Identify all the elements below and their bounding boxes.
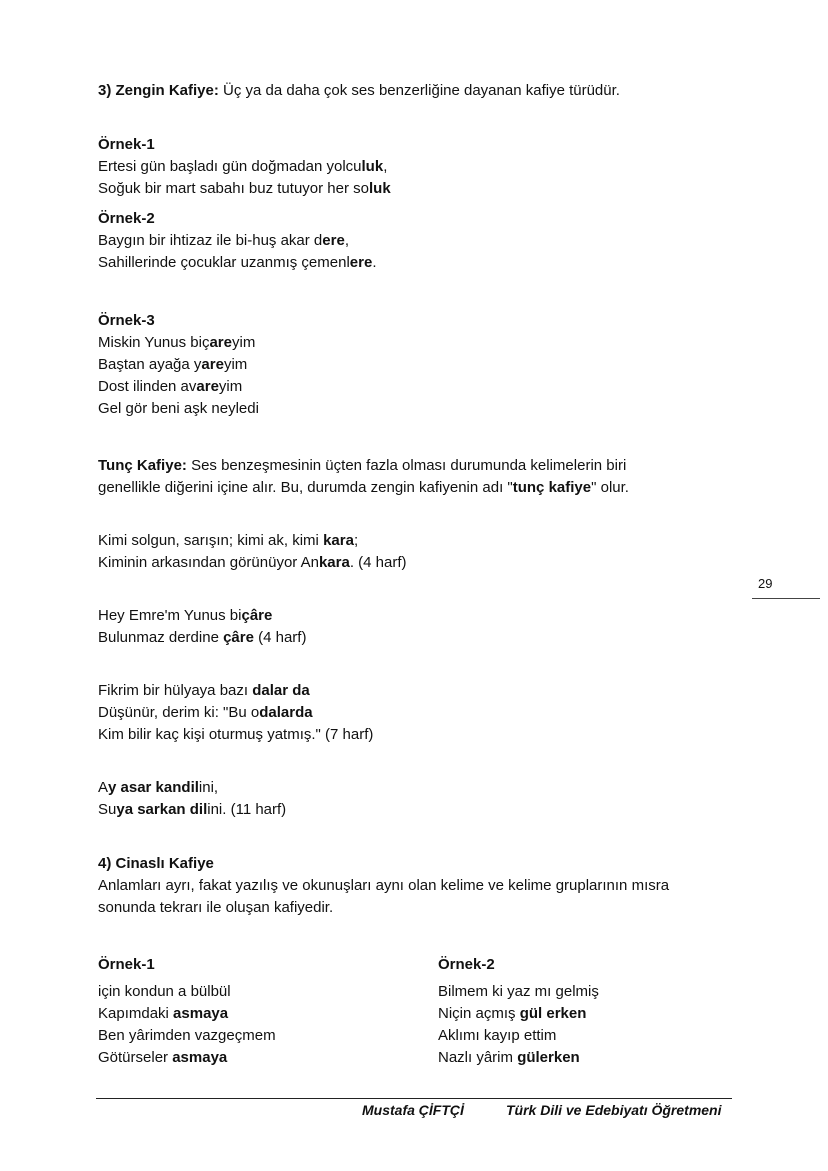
text-run: Nazlı yârim bbox=[438, 1049, 518, 1066]
text-run: genellikle diğerini içine alır. Bu, durumda zengin kafiyenin adı " bbox=[98, 479, 513, 496]
verse-line bbox=[98, 332, 738, 354]
text-run: Kim bilir kaç kişi oturmuş yatmış." (7 harf) bbox=[98, 726, 374, 743]
example-title: Örnek-3 bbox=[98, 312, 155, 329]
verse-line bbox=[98, 376, 738, 398]
bold-text-run: dalar da bbox=[252, 682, 310, 699]
text-run: (4 harf) bbox=[253, 629, 307, 646]
verse-line bbox=[98, 605, 738, 627]
verse-line bbox=[98, 702, 738, 724]
bold-text-run: luk bbox=[368, 180, 391, 197]
verse-line bbox=[98, 777, 738, 799]
verse-line bbox=[98, 680, 738, 702]
verse-line bbox=[98, 178, 738, 200]
text-run: Kimi solgun, sarışın; kimi ak, kimi bbox=[98, 532, 324, 549]
verse-line bbox=[98, 530, 738, 552]
text-run: Anlamları ayrı, fakat yazılış ve okunuşları aynı olan kelime ve kelime gruplarının mısra bbox=[98, 877, 670, 894]
text-run: Fikrim bir hülyaya bazı bbox=[98, 682, 253, 699]
bold-text-run: dalarda bbox=[259, 704, 313, 721]
section-3-intro bbox=[98, 80, 738, 102]
example-2 bbox=[98, 208, 738, 274]
text-run: Aklımı kayıp ettim bbox=[438, 1027, 557, 1044]
cinas-example-2 bbox=[438, 954, 738, 1069]
verse-line bbox=[98, 552, 738, 574]
tunc-kafiye-definition bbox=[98, 455, 738, 499]
text-run: Ben yârimden vazgeçmem bbox=[98, 1027, 276, 1044]
example-kandil bbox=[98, 777, 738, 821]
bold-text-run: 3) Zengin Kafiye: bbox=[98, 82, 219, 99]
bold-text-run: kara bbox=[323, 532, 354, 549]
bold-text-run: are bbox=[196, 378, 219, 395]
bold-text-run: Tunç Kafiye: bbox=[98, 457, 187, 474]
example-title: Örnek-2 bbox=[98, 210, 155, 227]
text-run: Düşünür, derim ki: "Bu o bbox=[98, 704, 260, 721]
example-care bbox=[98, 605, 738, 649]
bold-text-run: asmaya bbox=[173, 1005, 229, 1022]
page-number-rule bbox=[752, 598, 820, 599]
text-run: Sahillerinde çocuklar uzanmış çemenl bbox=[98, 254, 350, 271]
text-run: Hey Emre'm Yunus bi bbox=[98, 607, 242, 624]
bold-text-run: are bbox=[209, 334, 232, 351]
verse-line bbox=[438, 1003, 738, 1025]
paragraph-line bbox=[98, 477, 738, 499]
verse-line bbox=[438, 1047, 738, 1069]
section-title: 4) Cinaslı Kafiye bbox=[98, 855, 214, 872]
bold-text-run: tunç kafiye bbox=[512, 479, 592, 496]
example-title: Örnek-2 bbox=[438, 956, 495, 973]
text-run: Kiminin arkasından görünüyor An bbox=[98, 554, 319, 571]
text-run: " olur. bbox=[591, 479, 629, 496]
bold-text-run: are bbox=[201, 356, 224, 373]
text-run: yim bbox=[223, 356, 248, 373]
text-run: ini, bbox=[198, 779, 219, 796]
text-run: Üç ya da daha çok ses benzerliğine dayanan kafiye türüdür. bbox=[218, 82, 620, 99]
bold-text-run: ya sarkan dil bbox=[116, 801, 208, 818]
text-run: Ses benzeşmesinin üçten fazla olması durumunda kelimelerin biri bbox=[186, 457, 627, 474]
bold-text-run: gülerken bbox=[517, 1049, 580, 1066]
text-run: Su bbox=[98, 801, 117, 818]
paragraph-line bbox=[98, 897, 738, 919]
verse-line bbox=[98, 799, 738, 821]
text-run: Ertesi gün başladı gün doğmadan yolcu bbox=[98, 158, 362, 175]
bold-text-run: çâre bbox=[223, 629, 254, 646]
bold-text-run: çâre bbox=[241, 607, 273, 624]
bold-text-run: asmaya bbox=[172, 1049, 228, 1066]
verse-line bbox=[98, 252, 738, 274]
text-run: A bbox=[98, 779, 109, 796]
bold-text-run: ere bbox=[322, 232, 345, 249]
footer-rule bbox=[96, 1098, 732, 1099]
text-run: Bilmem ki yaz mı gelmiş bbox=[438, 983, 599, 1000]
paragraph-line bbox=[98, 875, 738, 897]
example-title: Örnek-1 bbox=[98, 136, 155, 153]
verse-line bbox=[98, 627, 738, 649]
verse-line bbox=[98, 1047, 418, 1069]
footer-author: Mustafa ÇİFTÇİ bbox=[362, 1102, 464, 1118]
verse-line bbox=[98, 354, 738, 376]
text-run: yim bbox=[231, 334, 256, 351]
bold-text-run: gül erken bbox=[519, 1005, 587, 1022]
section-3-lead bbox=[98, 80, 738, 102]
verse-line bbox=[98, 724, 738, 746]
example-kara bbox=[98, 530, 738, 574]
text-run: Kapımdaki bbox=[98, 1005, 174, 1022]
text-run: Dost ilinden av bbox=[98, 378, 197, 395]
example-3 bbox=[98, 310, 738, 420]
verse-line bbox=[98, 1003, 418, 1025]
verse-line bbox=[438, 981, 738, 1003]
text-run: sonunda tekrarı ile oluşan kafiyedir. bbox=[98, 899, 334, 916]
example-title: Örnek-1 bbox=[98, 956, 155, 973]
text-run: Soğuk bir mart sabahı buz tutuyor her so bbox=[98, 180, 369, 197]
text-run: , bbox=[344, 232, 349, 249]
text-run: Baygın bir ihtizaz ile bi-huş akar d bbox=[98, 232, 323, 249]
section-4 bbox=[98, 853, 738, 919]
verse-line bbox=[98, 230, 738, 252]
bold-text-run: y asar kandil bbox=[108, 779, 199, 796]
text-run: ; bbox=[353, 532, 359, 549]
verse-line bbox=[438, 1025, 738, 1047]
example-dalar bbox=[98, 680, 738, 746]
bold-text-run: kara bbox=[318, 554, 350, 571]
text-run: , bbox=[383, 158, 388, 175]
example-1 bbox=[98, 134, 738, 200]
text-run: . bbox=[372, 254, 377, 271]
text-run: için kondun a bülbül bbox=[98, 983, 231, 1000]
text-run: Baştan ayağa y bbox=[98, 356, 202, 373]
text-run: Bulunmaz derdine bbox=[98, 629, 224, 646]
cinas-example-1 bbox=[98, 954, 418, 1069]
text-run: Götürseler bbox=[98, 1049, 173, 1066]
page-number: 29 bbox=[758, 576, 773, 591]
text-run: yim bbox=[218, 378, 243, 395]
verse-line bbox=[98, 156, 738, 178]
verse-line bbox=[98, 398, 738, 420]
text-run: Niçin açmış bbox=[438, 1005, 520, 1022]
verse-line bbox=[98, 981, 418, 1003]
bold-text-run: luk bbox=[361, 158, 384, 175]
bold-text-run: ere bbox=[349, 254, 373, 271]
text-run: ini. (11 harf) bbox=[207, 801, 287, 818]
paragraph-line bbox=[98, 455, 738, 477]
text-run: Miskin Yunus biç bbox=[98, 334, 210, 351]
verse-line bbox=[98, 1025, 418, 1047]
text-run: . (4 harf) bbox=[349, 554, 407, 571]
text-run: Gel gör beni aşk neyledi bbox=[98, 400, 259, 417]
footer-role: Türk Dili ve Edebiyatı Öğretmeni bbox=[506, 1102, 722, 1118]
